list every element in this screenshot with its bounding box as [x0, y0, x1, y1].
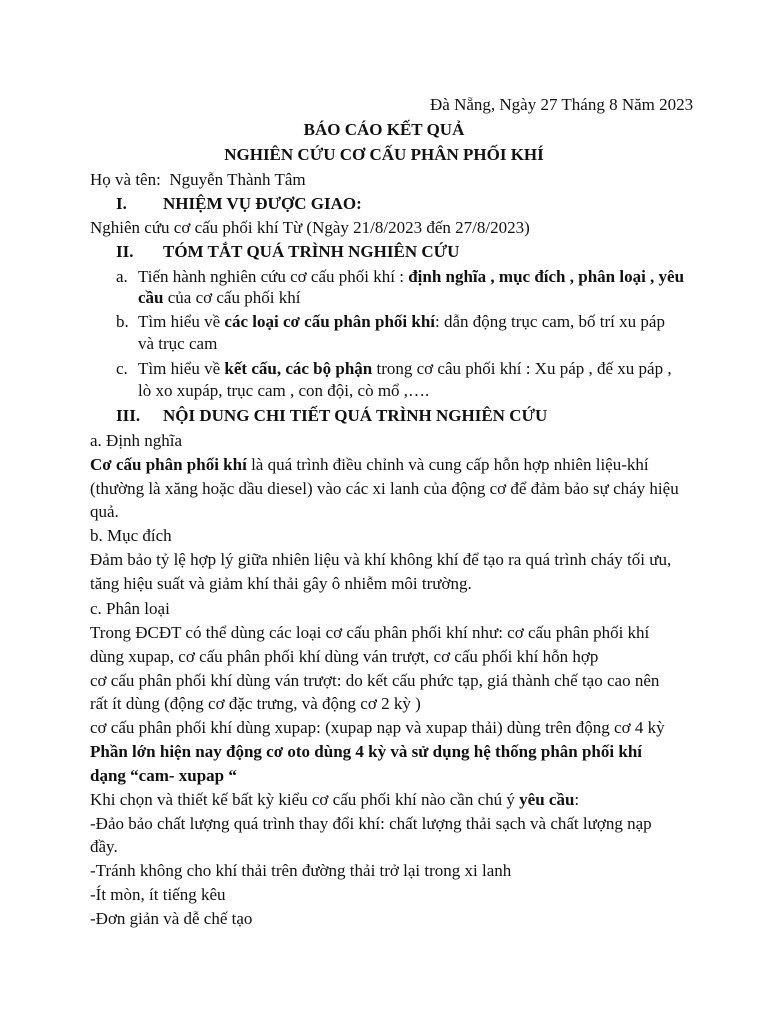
summary-a-text: Tiến hành nghiên cứu cơ cấu phối khí :: [138, 267, 409, 286]
purpose-line-1: Đảm bảo tỷ lệ hợp lý giữa nhiên liệu và khí không khí để tạo ra quá trình cháy tối ưu,: [90, 550, 672, 569]
requirement-4: -Đơn giản và dễ chế tạo: [90, 909, 253, 928]
task-line: Nghiên cứu cơ cấu phối khí Từ (Ngày 21/8/2023 đến 27/8/2023): [90, 218, 530, 237]
requirement-1-line-2: đầy.: [90, 837, 118, 856]
summary-c-line-2: lò xo xupáp, trục cam , con đội, cò mổ ,….: [138, 381, 430, 400]
requirement-3: -Ít mòn, ít tiếng kêu: [90, 885, 226, 904]
summary-a-marker: a.: [116, 267, 128, 286]
classification-line-5: cơ cấu phân phối khí dùng xupap: (xupap nạp và xupap thải) dùng trên động cơ 4 kỳ: [90, 718, 665, 737]
definition-line-2: (thường là xăng hoặc dầu diesel) vào các xi lanh của động cơ để đảm bảo sự cháy hiệu: [90, 479, 679, 498]
section-1-title: NHIỆM VỤ ĐƯỢC GIAO:: [163, 194, 362, 213]
definition-heading: a. Định nghĩa: [90, 431, 183, 450]
requirement-intro: Khi chọn và thiết kế bất kỳ kiểu cơ cấu phối khí nào cần chú ý: [90, 790, 520, 809]
section-2-number: II.: [116, 242, 134, 261]
report-subtitle: NGHIÊN CỨU CƠ CẤU PHÂN PHỐI KHÍ: [224, 145, 544, 164]
summary-a-bold-2: cầu: [138, 288, 164, 307]
purpose-heading: b. Mục đích: [90, 526, 172, 545]
classification-heading: c. Phân loại: [90, 599, 170, 618]
summary-b-text: Tìm hiểu về: [138, 312, 225, 331]
report-title: BÁO CÁO KẾT QUẢ: [303, 120, 465, 139]
classification-bold-line-1: Phần lớn hiện nay động cơ oto dùng 4 kỳ và sử dụng hệ thống phân phối khí: [90, 742, 642, 761]
summary-c-text: Tìm hiểu về: [138, 359, 225, 378]
summary-a-line-2: [138, 286, 300, 310]
summary-a-text-2: của cơ cấu phối khí: [163, 288, 301, 307]
classification-line-8: [90, 788, 579, 812]
name-label: Họ và tên:: [90, 170, 161, 189]
classification-line-2: dùng xupap, cơ cấu phân phối khí dùng ván trượt, cơ cấu phối khí hỗn hợp: [90, 647, 599, 666]
section-3-number: III.: [116, 406, 141, 425]
name-line: [90, 168, 306, 192]
classification-bold-line-2: dạng “cam- xupap “: [90, 766, 237, 785]
summary-c-line-1: [138, 357, 672, 381]
definition-term: Cơ cấu phân phối khí: [90, 455, 247, 474]
date-line: Đà Nẵng, Ngày 27 Tháng 8 Năm 2023: [430, 95, 694, 114]
summary-c-bold: kết cấu, các bộ phận: [224, 359, 373, 378]
classification-line-3: cơ cấu phân phối khí dùng ván trượt: do kết cấu phức tạp, giá thành chế tạo cao nên: [90, 671, 660, 690]
summary-b-bold: các loại cơ cấu phân phối khí: [224, 312, 436, 331]
requirement-term: yêu cầu: [519, 790, 575, 809]
requirement-1-line-1: -Đảo bảo chất lượng quá trình thay đổi khí: chất lượng thải sạch và chất lượng nạp: [90, 814, 652, 833]
classification-line-1: Trong ĐCĐT có thể dùng các loại cơ cấu phân phối khí như: cơ cấu phân phối khí: [90, 623, 650, 642]
summary-c-marker: c.: [116, 359, 128, 378]
name-value: Nguyễn Thành Tâm: [169, 170, 306, 189]
summary-b-line-2: và trục cam: [138, 334, 218, 353]
summary-a-bold: định nghĩa , mục đích , phân loại , yêu: [408, 267, 685, 286]
requirement-colon: :: [574, 790, 580, 809]
requirement-2: -Tránh không cho khí thải trên đường thải trở lại trong xi lanh: [90, 861, 512, 880]
definition-line-3: quả.: [90, 502, 119, 521]
definition-text: là quá trình điều chỉnh và cung cấp hỗn hợp nhiên liệu-khí: [246, 455, 649, 474]
section-2-title: TÓM TẮT QUÁ TRÌNH NGHIÊN CỨU: [163, 242, 460, 261]
classification-line-4: rất ít dùng (động cơ đặc trưng, và động cơ 2 kỳ ): [90, 694, 421, 713]
summary-b-line-1: [138, 310, 665, 334]
definition-line-1: [90, 453, 649, 477]
section-1-number: I.: [116, 194, 127, 213]
summary-b-text-2: : dẫn động trục cam, bố trí xu páp: [435, 312, 665, 331]
section-3-title: NỘI DUNG CHI TIẾT QUÁ TRÌNH NGHIÊN CỨU: [163, 406, 548, 425]
summary-c-text-2: trong cơ câu phối khí : Xu páp , đế xu páp ,: [372, 359, 672, 378]
purpose-line-2: tăng hiệu suất và giảm khí thải gây ô nhiễm môi trường.: [90, 574, 472, 593]
summary-b-marker: b.: [116, 312, 129, 331]
